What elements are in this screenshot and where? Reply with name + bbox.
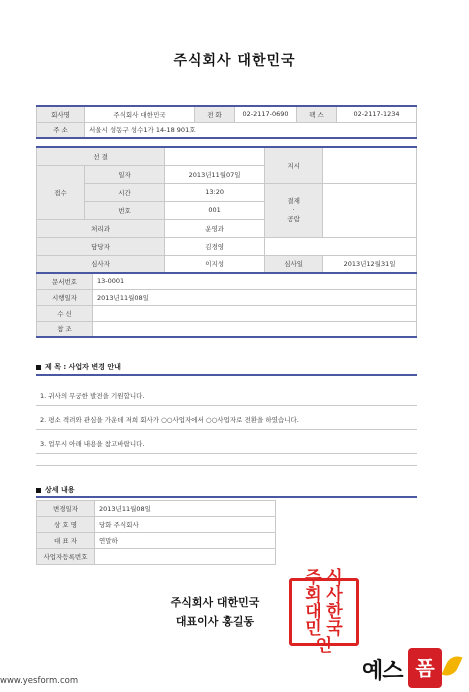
receipt-label: 접수 bbox=[37, 165, 85, 219]
trade-name-label: 상 호 명 bbox=[37, 517, 95, 533]
seal-char: 한 bbox=[326, 601, 343, 622]
seongyeol-label: 선 결 bbox=[37, 147, 165, 165]
leaf-icon bbox=[441, 653, 462, 680]
seal-char: 주 bbox=[305, 567, 322, 588]
time-value: 13:20 bbox=[165, 183, 265, 201]
decision-label-1: 결재 bbox=[287, 196, 300, 205]
details-heading bbox=[36, 485, 75, 495]
fax-value: 02-2117-1234 bbox=[337, 106, 417, 122]
seal-char: 사 bbox=[326, 584, 343, 605]
decision-label-3: 공람 bbox=[287, 214, 300, 223]
company-seal bbox=[289, 567, 359, 656]
seal-char: 대 bbox=[305, 601, 322, 622]
doc-no-label: 문서번호 bbox=[37, 273, 93, 289]
logo-text: 예스 bbox=[362, 659, 403, 684]
body-divider bbox=[36, 429, 417, 430]
effective-label: 시행일자 bbox=[37, 289, 93, 305]
trade-name-value: 당화 주식회사 bbox=[95, 517, 276, 533]
body-divider bbox=[36, 465, 417, 466]
body-line-1: 1. 귀사의 무궁한 발전을 기원합니다. bbox=[40, 392, 145, 400]
review-date-label: 심사일 bbox=[265, 255, 323, 273]
change-date-value: 2013년11월08일 bbox=[95, 501, 276, 517]
reviewer-label: 심사자 bbox=[37, 255, 165, 273]
effective-value: 2013년11월08일 bbox=[93, 289, 417, 305]
seal-char: 인 bbox=[315, 635, 333, 656]
reference-value bbox=[93, 321, 417, 337]
reviewer-value: 이지성 bbox=[165, 255, 265, 273]
recipient-value bbox=[93, 305, 417, 321]
decision-label bbox=[265, 183, 323, 237]
seal-char: 식 bbox=[326, 567, 343, 588]
dept-label: 처리과 bbox=[37, 219, 165, 237]
change-date-label: 변경일자 bbox=[37, 501, 95, 517]
address-label: 주 소 bbox=[37, 122, 85, 138]
square-bullet-icon bbox=[36, 365, 41, 370]
instruction-label: 지시 bbox=[265, 147, 323, 183]
date-value: 2013년11월07일 bbox=[165, 165, 265, 183]
document-title: 주식회사 대한민국 bbox=[173, 53, 296, 69]
phone-value: 02-2117-0690 bbox=[235, 106, 297, 122]
seal-char: 회 bbox=[305, 584, 322, 605]
fax-label: 팩 스 bbox=[297, 106, 337, 122]
body-divider bbox=[36, 405, 417, 406]
body-line-2: 2. 평소 격려와 관심을 가운데 저희 회사가 ○○사업자에서 ○○사업자로 전환을 하였습니다. bbox=[40, 416, 299, 424]
footer-url: www.yesform.com bbox=[0, 676, 79, 686]
details-rule bbox=[36, 496, 417, 498]
number-value: 001 bbox=[165, 201, 265, 219]
body-line-3: 3. 업무시 아래 내용을 참고바랍니다. bbox=[40, 440, 145, 448]
signature-company: 주식회사 대한민국 bbox=[170, 596, 260, 609]
company-label: 회사명 bbox=[37, 106, 85, 122]
body-divider bbox=[36, 453, 417, 454]
manager-value: 김경영 bbox=[165, 237, 265, 255]
subject-heading bbox=[36, 362, 121, 372]
address-value: 서울시 성동구 성수1가 14-18 901호 bbox=[85, 122, 417, 138]
details-table bbox=[36, 500, 276, 565]
phone-label: 전 화 bbox=[195, 106, 235, 122]
review-date-value: 2013년12월31일 bbox=[323, 255, 417, 273]
reference-label: 참 조 bbox=[37, 321, 93, 337]
doc-info-table bbox=[36, 272, 417, 338]
date-label: 일자 bbox=[85, 165, 165, 183]
manager-label: 담당자 bbox=[37, 237, 165, 255]
logo-box: 폼 bbox=[408, 648, 442, 688]
dept-value: 운영과 bbox=[165, 219, 265, 237]
ceo-value: 연말하 bbox=[95, 533, 276, 549]
reg-no-label: 사업자등록번호 bbox=[37, 549, 95, 565]
decision-label-2: · bbox=[292, 205, 295, 214]
recipient-label: 수 신 bbox=[37, 305, 93, 321]
number-label: 번호 bbox=[85, 201, 165, 219]
square-bullet-icon bbox=[36, 488, 41, 493]
subject-rule bbox=[36, 374, 417, 376]
yesform-logo bbox=[362, 648, 469, 692]
subject-label: 제 목 : 사업자 변경 안내 bbox=[45, 363, 121, 371]
reg-no-value bbox=[95, 549, 276, 565]
ceo-label: 대 표 자 bbox=[37, 533, 95, 549]
signature-ceo: 대표이사 홍길동 bbox=[175, 615, 255, 628]
doc-no-value: 13-0001 bbox=[93, 273, 417, 289]
details-label: 상세 내용 bbox=[45, 486, 75, 494]
company-value: 주식회사 대한민국 bbox=[85, 106, 195, 122]
seal-char: 국 bbox=[326, 618, 343, 639]
company-info-table bbox=[36, 105, 417, 139]
approval-table bbox=[36, 146, 417, 274]
seal-char: 민 bbox=[305, 618, 322, 639]
time-label: 시간 bbox=[85, 183, 165, 201]
